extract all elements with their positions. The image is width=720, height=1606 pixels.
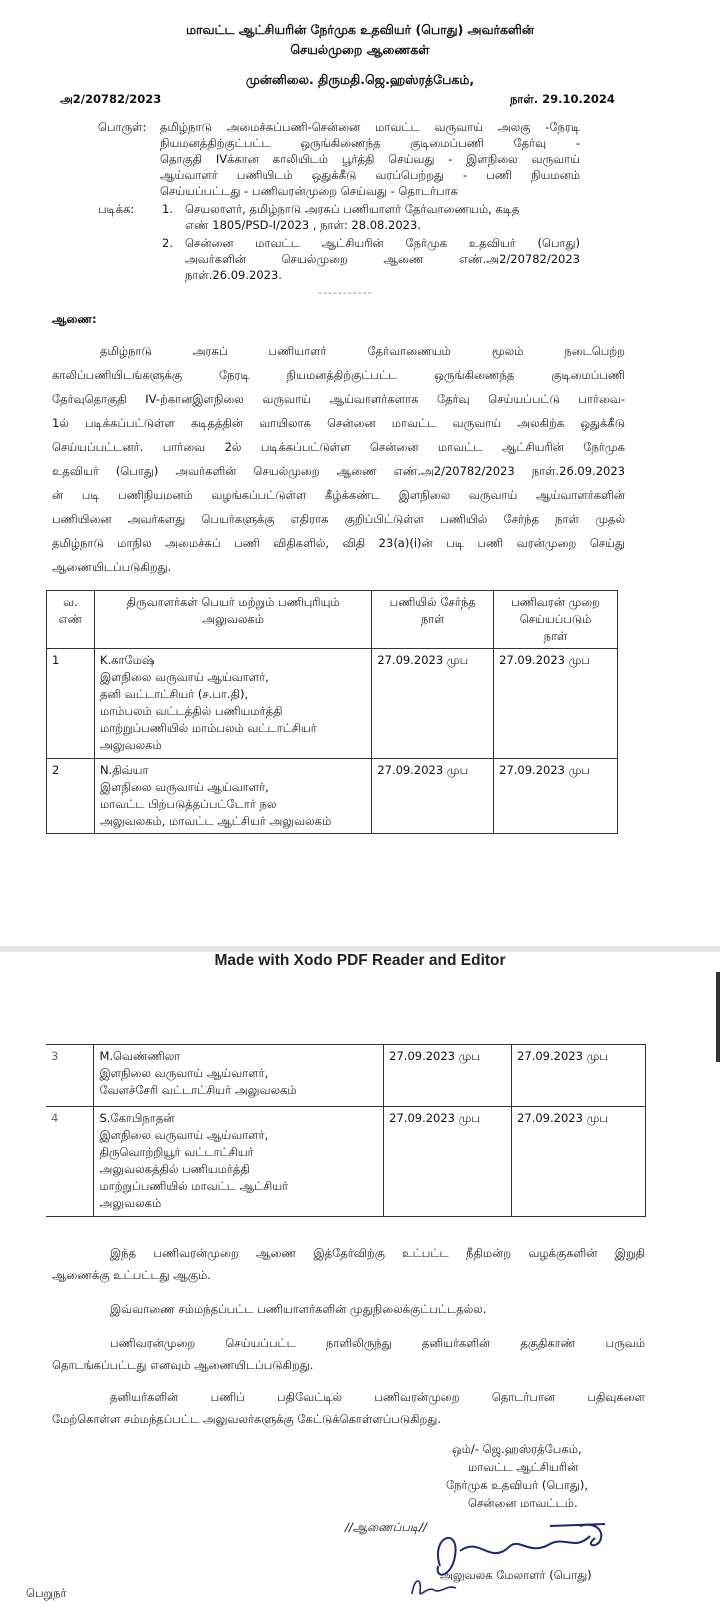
reference-item-line: சென்னை மாவட்ட ஆட்சியரின் நேர்முக உதவியர் (பொது) (185, 236, 580, 250)
row-serial: 4 (46, 1107, 94, 1217)
row-serial: 2 (47, 759, 95, 834)
signatory-line: சென்னை மாவட்டம். (468, 1496, 578, 1510)
table-row (46, 1045, 646, 1107)
row-joining-date: 27.09.2023 முப (372, 649, 494, 759)
signatory-line: ஒம்/- ஜெ.ஹஸ்ரத்பேகம், (452, 1442, 582, 1456)
signatory-line: மாவட்ட ஆட்சியரின் (468, 1460, 579, 1474)
header-subtitle: செயல்முறை ஆணைகள் (290, 42, 430, 57)
order-heading: ஆணை: (52, 312, 97, 326)
table-header-row (47, 591, 618, 649)
closing-paragraph-line: பணிவரன்முறை செய்யப்பட்ட நாளிலிருந்து தனியர்களின் தகுதிகாண் பருவம் (110, 1336, 645, 1350)
order-paragraph-line: தமிழ்நாடு மாநில அமைச்சுப் பணி விதிகளில், விதி 23(a)(i)ன் படி பணி வரன்முறை செய்து (52, 536, 625, 550)
reference-number: அ2/20782/2023 (60, 92, 162, 106)
row-joining-date: 27.09.2023 முப (384, 1045, 512, 1107)
table-row (47, 759, 618, 834)
row-joining-date: 27.09.2023 முப (372, 759, 494, 834)
order-date: நாள். 29.10.2024 (510, 92, 615, 106)
row-person: N.திவ்யா இளநிலை வருவாய் ஆய்வாளர், மாவட்ட பிற்படுத்தப்பட்டோர் நல அலுவலகம், மாவட்ட ஆட்சியர் அலுவலகம் (94, 759, 371, 834)
regularisation-table-continued (46, 1044, 646, 1217)
order-paragraph-line: செய்யப்பட்டனர். பார்வை 2ல் படிக்கப்பட்டுள்ள சென்னை மாவட்ட ஆட்சியரின் நேர்முக (52, 440, 625, 454)
column-header-regularisation-date: பணிவரன் முறை செய்யப்படும் நாள் (494, 591, 618, 649)
order-paragraph-line: பணியினை அவர்களது பெயர்களுக்கு எதிராக குறிப்பிட்டுள்ள பணியில் சேர்ந்த நாள் முதல் (52, 512, 625, 526)
reference-item-line: அவர்களின் செயல்முறை ஆணை எண்.அ2/20782/2023 (185, 252, 580, 266)
closing-paragraph-line: தொடங்கப்பட்டது எனவும் ஆணையிடப்படுகிறது. (52, 1358, 314, 1372)
office-manager-label: அலுவலக மேலாளர் (பொது) (440, 1568, 592, 1582)
row-person: M.வெண்ணிலா இளநிலை வருவாய் ஆய்வாளர், வேளச்சேரி வட்டாட்சியர் அலுவலகம் (94, 1045, 384, 1107)
subject-label: பொருள்: (98, 120, 147, 134)
reference-item-number: 1. (162, 202, 173, 216)
subject-line: ஆய்வாளர் பணியிடம் ஒதுக்கீடு வரப்பெற்றது - பணி நியமனம் (160, 168, 580, 182)
order-paragraph-line: உதவியர் (பொது) அவர்களின் செயல்முறை ஆணை எண்.அ2/20782/2023 நாள்.26.09.2023 (52, 464, 625, 478)
column-header-joining-date: பணியில் சேர்ந்த நாள் (372, 591, 494, 649)
row-regularisation-date: 27.09.2023 முப (494, 759, 618, 834)
regularisation-table (46, 590, 618, 834)
subject-line: நியமனத்திற்குட்பட்ட ஒருங்கிணைந்த குடிமைப்பணி தேர்வு - (160, 136, 580, 150)
subject-line: தொகுதி IVக்கான காலியிடம் பூர்த்தி செய்வது - இளநிலை வருவாய் (160, 152, 580, 166)
subject-line: செய்யப்பட்டது - பணிவரன்முறை செய்வது - தொடர்பாக (160, 184, 458, 198)
presence-line: முன்னிலை. திருமதி.ஜெ.ஹஸ்ரத்பேகம், (245, 72, 475, 87)
signatory-line: நேர்முக உதவியர் (பொது), (446, 1478, 588, 1492)
row-regularisation-date: 27.09.2023 முப (512, 1045, 646, 1107)
true-copy-label: //ஆணைப்படி// (345, 1520, 427, 1534)
reference-item-line: நாள்.26.09.2023. (185, 268, 282, 282)
row-person: K.காமேஷ் இளநிலை வருவாய் ஆய்வாளர், தனி வட்டாட்சியர் (ச.பா.தி), மாம்பலம் வட்டத்தில் பணியமர்த்தி மாற்றுப்பணியில் மாம்பலம் வட்டாட்சியர் அலுவலகம் (94, 649, 371, 759)
order-paragraph-line: தேர்வுதொகுதி IV-ற்கானஇளநிலை வருவாய் ஆய்வாளர்களாக தேர்வு செய்யப்பட்டு பார்வை- (52, 392, 625, 406)
scan-edge-mark (716, 972, 720, 1062)
row-regularisation-date: 27.09.2023 முப (512, 1107, 646, 1217)
order-paragraph-line: ன் படி பணிநியமனம் வழங்கப்பட்டுள்ள கீழ்க்கண்ட இளநிலை வருவாய் ஆய்வாளர்களின் (52, 488, 625, 502)
column-header-name: திருவாளர்கள் பெயர் மற்றும் பணிபுரியும் அலுவலகம் (94, 591, 371, 649)
row-joining-date: 27.09.2023 முப (384, 1107, 512, 1217)
order-paragraph-line: 1ல் படிக்கப்பட்டுள்ள கடிதத்தின் வாயிலாக சென்னை மாவட்ட வருவாய் அலகிற்க ஒதுக்கீடு (52, 416, 625, 430)
header-title: மாவட்ட ஆட்சியரின் நேர்முக உதவியர் (பொது) அவர்களின் (186, 22, 534, 37)
reference-item-line: செயலாளர், தமிழ்நாடு அரசுப் பணியாளர் தேர்வாணையம், கடித (185, 202, 520, 216)
table-row (46, 1107, 646, 1217)
closing-paragraph-line: மேற்கொள்ள சம்மந்தப்பட்ட அலுவலர்களுக்கு கேட்டுக்கொள்ளப்படுகிறது. (52, 1412, 441, 1426)
watermark-banner: Made with Xodo PDF Reader and Editor (214, 952, 506, 969)
subject-line: தமிழ்நாடு அமைச்சுப்பணி-சென்னை மாவட்ட வருவாய் அலகு -நேரடி (160, 120, 580, 134)
row-serial: 3 (46, 1045, 94, 1107)
order-paragraph-line: ஆணையிடப்படுகிறது. (52, 560, 172, 574)
initials-signature (404, 1572, 464, 1600)
receiver-label: பெறுநர் (26, 1586, 67, 1600)
reference-label: படிக்க: (98, 202, 135, 216)
closing-paragraph-line: தனியர்களின் பணிப் பதிவேட்டில் பணிவரன்முறை தொடர்பான பதிவுகளை (110, 1390, 645, 1404)
table-row (47, 649, 618, 759)
row-serial: 1 (47, 649, 95, 759)
closing-paragraph-line: இவ்வாணை சம்மந்தப்பட்ட பணியாளர்களின் முதுநிலைக்குட்பட்டதல்ல. (110, 1302, 487, 1316)
closing-paragraph-line: இந்த பணிவரன்முறை ஆணை இத்தேர்விற்கு உட்பட்ட நீதிமன்ற வழக்குகளின் இறுதி (110, 1246, 645, 1260)
reference-item-number: 2. (162, 236, 173, 250)
closing-paragraph-line: ஆணைக்கு உட்பட்டது ஆகும். (52, 1268, 211, 1282)
column-header-serial: வ. எண் (47, 591, 95, 649)
order-paragraph-line: தமிழ்நாடு அரசுப் பணியாளர் தேர்வாணையம் மூலம் நடைபெற்ற (100, 344, 625, 358)
order-paragraph-line: காலிப்பணியிடங்களுக்கு நேரடி நியமனத்திற்குட்பட்ட ஒருங்கிணைந்த குடிமைப்பணி (52, 368, 625, 382)
row-regularisation-date: 27.09.2023 முப (494, 649, 618, 759)
reference-divider: ----------- (318, 286, 373, 299)
row-person: S.கோபிநாதன் இளநிலை வருவாய் ஆய்வாளர், திருவொற்றியூர் வட்டாட்சியர் அலுவலகத்தில் பணியமர்த்தி மாற்றுப்பணியில் மாவட்ட ஆட்சியர் அலுவலகம் (94, 1107, 384, 1217)
reference-item-line: எண் 1805/PSD-I/2023 , நாள்: 28.08.2023. (185, 218, 421, 232)
